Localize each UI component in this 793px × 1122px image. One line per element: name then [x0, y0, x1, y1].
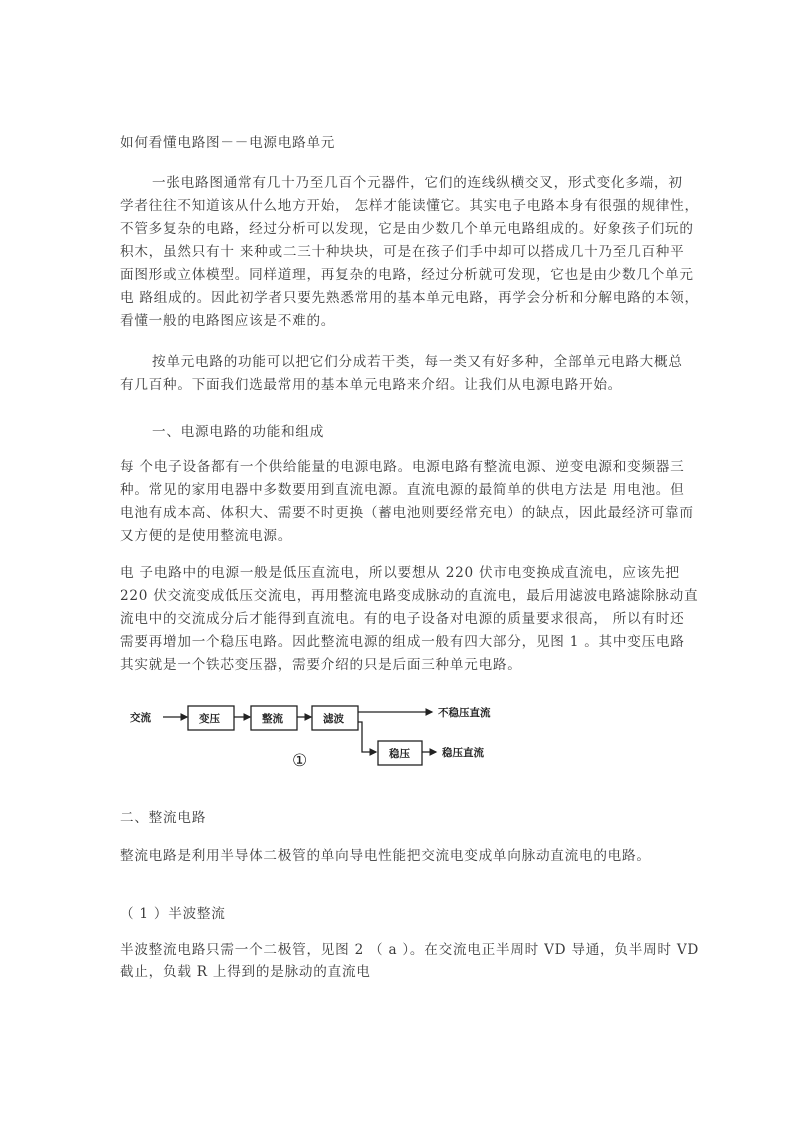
text-line: 有几百种。下面我们选最常用的基本单元电路来介绍。让我们从电源电路开始。 — [120, 377, 623, 393]
diagram-output-unregulated: 不稳压直流 — [438, 707, 491, 719]
text-line: 看懂一般的电路图应该是不难的。 — [120, 313, 336, 329]
diagram-box-label: 稳压 — [389, 748, 410, 760]
text-line: 每 个电子设备都有一个供给能量的电源电路。电源电路有整流电源、逆变电源和变频器三 — [120, 459, 685, 475]
text-line: 又方便的是使用整流电源。 — [120, 528, 293, 544]
text-line: 种。常见的家用电器中多数要用到直流电源。直流电源的最简单的供电方法是 用电池。但 — [120, 482, 685, 498]
text-line: 220 伏交流变成低压交流电，再用整流电路变成脉动的直流电，最后用滤波电路滤除脉动直 — [120, 588, 699, 604]
text-line: 积木，虽然只有十 来种或二三十种块块，可是在孩子们手中却可以搭成几十乃至几百种平 — [120, 244, 685, 260]
text-line: 学者往往不知道该从什么地方开始， 怎样才能读懂它。其实电子电路本身有很强的规律性， — [120, 198, 699, 214]
diagram-input-label: 交流 — [130, 712, 151, 724]
text-line: 面图形或立体模型。同样道理，再复杂的电路，经过分析就可发现，它也是由少数几个单元 — [120, 267, 694, 283]
text-line: 一张电路图通常有几十乃至几百个元器件，它们的连线纵横交叉，形式变化多端，初 — [152, 175, 683, 191]
text-line: 流电中的交流成分后才能得到直流电。有的电子设备对电源的质量要求很高， 所以有时还 — [120, 611, 685, 627]
text-line: 其实就是一个铁芯变压器，需要介绍的只是后面三种单元电路。 — [120, 657, 522, 673]
section-heading: 一、电源电路的功能和组成 — [152, 424, 325, 440]
text-line: 截止，负载 R 上得到的是脉动的直流电 — [120, 964, 371, 980]
section-heading: 二、整流电路 — [120, 810, 207, 826]
text-line: 整流电路是利用半导体二极管的单向导电性能把交流电变成单向脉动直流电的电路。 — [120, 848, 651, 864]
subsection-heading: （ 1 ）半波整流 — [120, 906, 226, 922]
text-line: 电 路组成的。因此初学者只要先熟悉常用的基本单元电路，再学会分析和分解电路的本领， — [120, 290, 699, 306]
text-line: 不管多复杂的电路，经过分析可以发现，它是由少数几个单元电路组成的。好象孩子们玩的 — [120, 221, 694, 237]
text-line: 需要再增加一个稳压电路。因此整流电源的组成一般有四大部分，见图 1 。其中变压电路 — [120, 634, 685, 650]
text-line: 电 子电路中的电源一般是低压直流电，所以要想从 220 伏市电变换成直流电，应该先把 — [120, 565, 680, 581]
text-line: 按单元电路的功能可以把它们分成若干类，每一类又有好多种，全部单元电路大概总 — [152, 354, 683, 370]
figure-number: ① — [292, 751, 308, 771]
diagram-box-label: 整流 — [262, 713, 283, 725]
power-supply-block-diagram — [0, 690, 793, 780]
text-line: 半波整流电路只需一个二极管，见图 2 （ a ）。在交流电正半周时 VD 导通，负半周时 VD — [120, 942, 700, 958]
text-line: 电池有成本高、体积大、需要不时更换（蓄电池则要经常充电）的缺点，因此最经济可靠而 — [120, 505, 694, 521]
diagram-box-label: 滤波 — [323, 713, 344, 725]
diagram-box-label: 变压 — [199, 713, 220, 725]
diagram-output-regulated: 稳压直流 — [442, 747, 484, 759]
document-title: 如何看懂电路图－－电源电路单元 — [120, 135, 336, 151]
